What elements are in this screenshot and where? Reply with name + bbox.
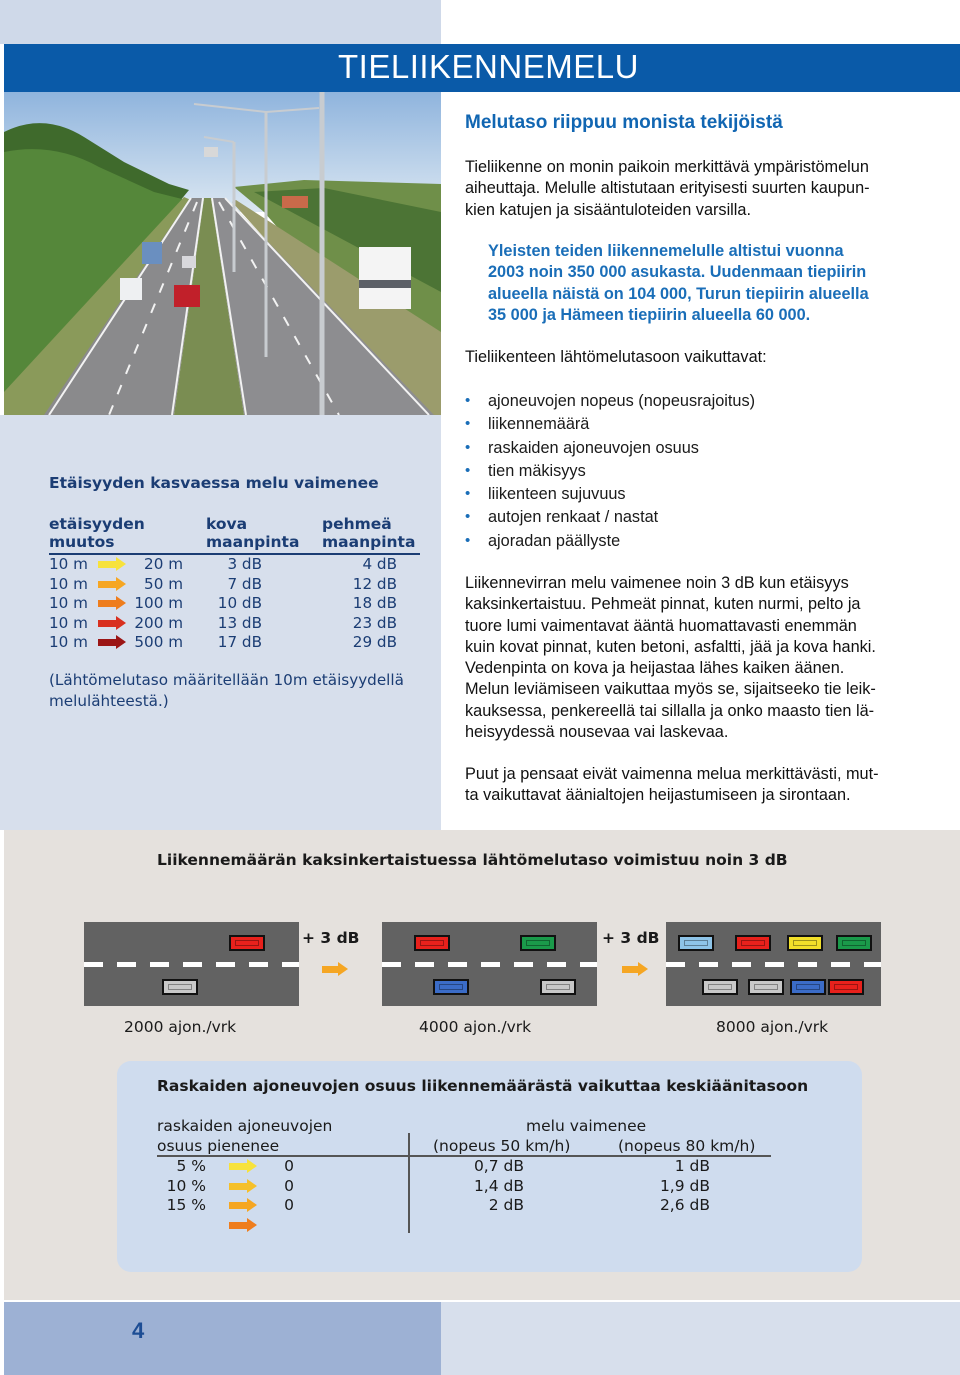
car-gray xyxy=(748,979,784,995)
lane-divider xyxy=(382,962,597,967)
cell-soft: 4 dB xyxy=(362,555,397,573)
cell-to: 500 m xyxy=(134,633,183,651)
car-green xyxy=(836,935,872,951)
table-row xyxy=(0,633,441,653)
arrow-icon xyxy=(229,1200,257,1210)
factors-list xyxy=(465,391,755,554)
heavy-col-header: osuus pienenee xyxy=(157,1137,280,1155)
page-title: TIELIIKENNEMELU xyxy=(338,48,639,85)
list-item: • autojen renkaat / nastat xyxy=(465,508,659,527)
distance-table xyxy=(0,555,441,655)
arrow-icon xyxy=(98,598,126,608)
cell-to: 0 xyxy=(284,1196,294,1214)
bullet-icon: • xyxy=(465,485,471,503)
cell-to: 100 m xyxy=(134,594,183,612)
cell-from: 10 m xyxy=(49,555,88,573)
list-item: • liikenteen sujuvuus xyxy=(465,485,626,504)
cell-v80: 1,9 dB xyxy=(659,1176,710,1195)
table-row xyxy=(0,614,441,634)
cell-soft: 12 dB xyxy=(352,574,397,593)
cell-v50: 2 dB xyxy=(488,1196,524,1214)
table-row xyxy=(0,575,441,595)
cell-from: 10 m xyxy=(49,594,88,612)
cell-to: 200 m xyxy=(134,613,183,632)
cell-v80: 1 dB xyxy=(674,1157,710,1175)
traffic-title: Liikennemäärän kaksinkertaistuessa lähtömelutaso voimistuu noin 3 dB xyxy=(157,851,788,869)
lane-divider xyxy=(666,962,881,967)
cell-hard: 7 dB xyxy=(227,574,262,593)
car-blue xyxy=(433,979,469,995)
heavy-col-header: melu vaimenee xyxy=(526,1117,647,1135)
list-item: • liikennemäärä xyxy=(465,415,590,434)
highway-photo xyxy=(4,92,441,415)
cell-soft: 29 dB xyxy=(352,633,397,651)
footer-left-band xyxy=(4,1302,441,1375)
list-item: • ajoradan päällyste xyxy=(465,531,621,550)
distance-note: (Lähtömelutaso määritellään 10m etäisyydellä melulähteestä.) xyxy=(49,671,404,710)
increase-arrow-icon xyxy=(622,964,648,974)
footer-right-band xyxy=(441,1302,960,1375)
car-red xyxy=(828,979,864,995)
left-top-band xyxy=(0,0,441,44)
distance-title: Etäisyyden kasvaessa melu vaimenee xyxy=(49,474,379,492)
volume-label: 8000 ajon./vrk xyxy=(716,1018,829,1036)
cell-soft: 18 dB xyxy=(352,594,397,612)
cell-from: 10 m xyxy=(49,613,88,632)
page-number: 4 xyxy=(132,1318,145,1343)
highway-illustration xyxy=(4,92,441,415)
cell-v50: 1,4 dB xyxy=(473,1176,524,1195)
cell-to: 50 m xyxy=(144,574,183,593)
bullet-icon: • xyxy=(465,461,471,479)
arrow-icon xyxy=(98,559,126,569)
cell-hard: 10 dB xyxy=(217,594,262,612)
cell-from: 10 m xyxy=(49,633,88,651)
bullet-icon: • xyxy=(465,438,471,456)
table-row xyxy=(0,594,441,614)
arrow-icon xyxy=(229,1220,257,1230)
bullet-icon: • xyxy=(465,392,471,409)
distance-header-soft: pehmeä maanpinta xyxy=(322,515,416,551)
arrow-icon xyxy=(229,1181,257,1191)
table-row xyxy=(0,555,441,575)
car-yellow xyxy=(787,935,823,951)
cell-hard: 3 dB xyxy=(227,555,262,573)
volume-label: 2000 ajon./vrk xyxy=(124,1018,237,1036)
arrow-icon xyxy=(98,637,126,647)
arrow-icon xyxy=(98,579,126,589)
heavy-col-header: (nopeus 80 km/h) xyxy=(618,1137,756,1155)
cell-to: 20 m xyxy=(144,555,183,573)
cell-hard: 13 dB xyxy=(217,613,262,632)
heavy-vehicles-table xyxy=(0,1157,960,1237)
cell-soft: 23 dB xyxy=(352,613,397,632)
section-heading: Melutaso riippuu monista tekijöistä xyxy=(465,112,783,133)
cell-share: 15 % xyxy=(166,1196,206,1214)
cell-to: 0 xyxy=(284,1176,294,1195)
plus-3db-label: + 3 dB xyxy=(302,929,360,947)
factors-heading: Tieliikenteen lähtömelutasoon vaikuttavat: xyxy=(465,348,767,366)
distance-header-change: etäisyyden muutos xyxy=(49,515,145,551)
heavy-col-header: (nopeus 50 km/h) xyxy=(433,1137,571,1155)
road-2000 xyxy=(84,922,299,1006)
car-red xyxy=(735,935,771,951)
car-red xyxy=(414,935,450,951)
car-green xyxy=(520,935,556,951)
list-item: • ajoneuvojen nopeus (nopeusrajoitus) xyxy=(465,392,756,410)
cell-hard: 17 dB xyxy=(217,633,262,651)
cell-from: 10 m xyxy=(49,574,88,593)
car-blue xyxy=(790,979,826,995)
car-gray xyxy=(702,979,738,995)
list-item: • tien mäkisyys xyxy=(465,461,586,480)
heavy-col-header: raskaiden ajoneuvojen xyxy=(157,1117,333,1135)
attenuation-paragraph: Liikennevirran melu vaimenee noin 3 dB kun etäisyys kaksinkertaistuu. Pehmeät pinnat, kuten nurmi, pelto ja tuore lumi vaimentavat ääntä huomattavasti enemmän kuin kovat pinnat, kuten betoni, asfaltti, jää ja kova hanki. Vedenpinta on kova ja heijastaa lähes kaiken äänen. Melun leviämiseen vaikuttaa myös se, sijaitseeko tie leik- kauksessa, penkereellä tai sillalla ja onko maasto tien lä- heisyydessä nousevaa vai laskevaa. xyxy=(465,574,876,742)
car-lightblue xyxy=(678,935,714,951)
bullet-icon: • xyxy=(465,531,471,549)
arrow-icon xyxy=(98,618,126,628)
volume-label: 4000 ajon./vrk xyxy=(419,1018,532,1036)
cell-v50: 0,7 dB xyxy=(473,1157,524,1175)
bullet-icon: • xyxy=(465,415,471,433)
vegetation-paragraph: Puut ja pensaat eivät vaimenna melua merkittävästi, mut- ta vaikuttavat äänialtojen heijastumiseen ja sirontaan. xyxy=(465,765,879,805)
car-red xyxy=(229,935,265,951)
road-4000 xyxy=(382,922,597,1006)
intro-paragraph: Tieliikenne on monin paikoin merkittävä ympäristömelun aiheuttaja. Melulle altistutaan erityisesti suurten kaupun- kien katujen ja sisääntuloteiden varsilla. xyxy=(465,158,870,219)
cell-share: 10 % xyxy=(166,1176,206,1195)
list-item: • raskaiden ajoneuvojen osuus xyxy=(465,438,699,457)
car-gray xyxy=(162,979,198,995)
car-gray xyxy=(540,979,576,995)
cell-v80: 2,6 dB xyxy=(659,1196,710,1214)
lane-divider xyxy=(84,962,299,967)
exposure-statistic: Yleisten teiden liikennemelulle altistui vuonna 2003 noin 350 000 asukasta. Uudenmaan tiepiirin alueella näistä on 104 000, Turun tiepiirin alueella 35 000 ja Hämeen tiepiirin alueella 60 000. xyxy=(488,242,869,324)
cell-share: 5 % xyxy=(176,1157,206,1175)
heavy-vehicles-title: Raskaiden ajoneuvojen osuus liikennemäärästä vaikuttaa keskiäänitasoon xyxy=(157,1077,809,1095)
increase-arrow-icon xyxy=(322,964,348,974)
road-8000 xyxy=(666,922,881,1006)
cell-to: 0 xyxy=(284,1157,294,1175)
distance-header-hard: kova maanpinta xyxy=(206,515,300,551)
plus-3db-label: + 3 dB xyxy=(602,929,660,947)
arrow-icon xyxy=(229,1161,257,1171)
bullet-icon: • xyxy=(465,508,471,526)
